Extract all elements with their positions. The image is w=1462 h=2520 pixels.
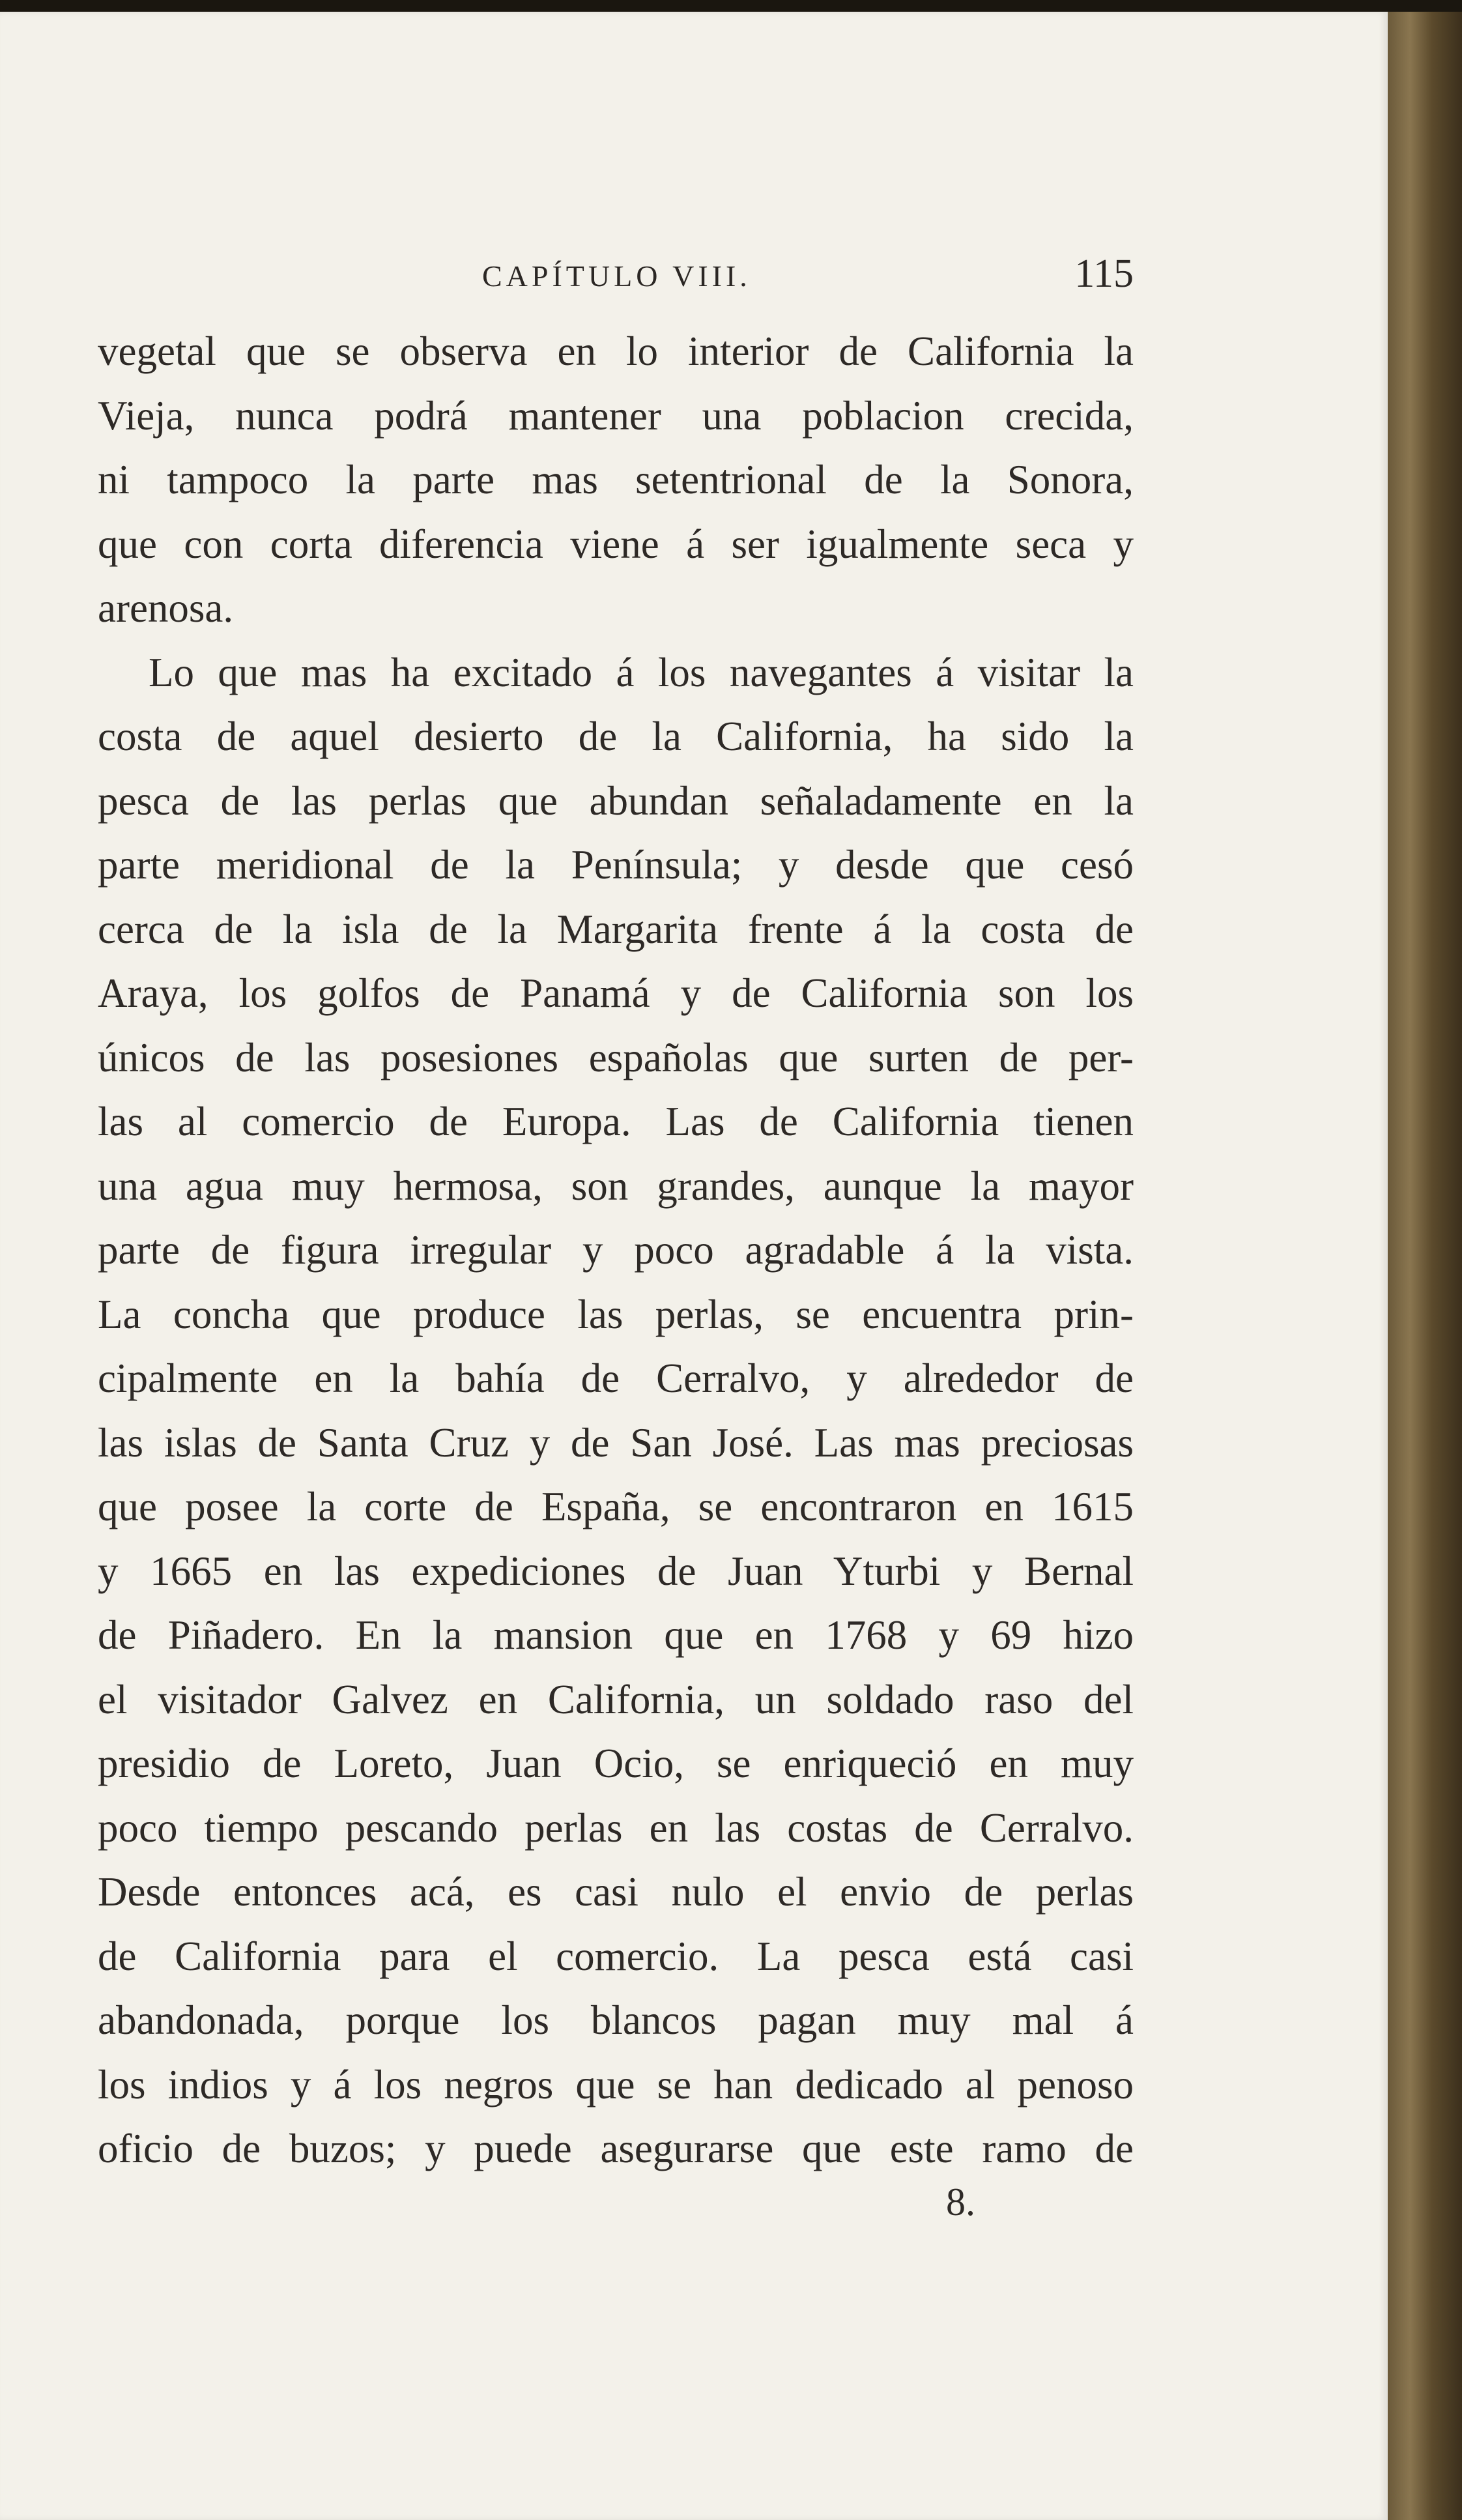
text-line: cerca de la isla de la Margarita frente á la costa de [98,906,1134,952]
text-line: de California para el comercio. La pesca está casi [98,1933,1134,1979]
text-line: abandonada, porque los blancos pagan muy mal á [98,1997,1134,2043]
text-line: Lo que mas ha excitado á los navegantes á visitar la [149,649,1134,695]
top-edge [0,0,1462,12]
text-line: los indios y á los negros que se han dedicado al penoso [98,2061,1134,2107]
page-number: 115 [1074,252,1134,296]
page-header [98,251,1134,303]
text-line: parte de figura irregular y poco agradable á la vista. [98,1227,1134,1273]
text-line: y 1665 en las expediciones de Juan Yturbi y Bernal [98,1548,1134,1594]
text-line: las al comercio de Europa. Las de California tienen [98,1099,1134,1144]
text-line: oficio de buzos; y puede asegurarse que este ramo de [98,2126,1134,2171]
text-line: que con corta diferencia viene á ser igualmente seca y [98,521,1134,567]
running-title: CAPÍTULO VIII. [482,259,751,293]
text-line: las islas de Santa Cruz y de San José. Las mas preciosas [98,1419,1134,1466]
text-line: que posee la corte de España, se encontraron en 1615 [98,1484,1134,1529]
book-binding [1388,12,1462,2520]
text-line: una agua muy hermosa, son grandes, aunque la mayor [98,1163,1134,1209]
text-line: de Piñadero. En la mansion que en 1768 y 69 hizo [98,1612,1134,1658]
text-line: La concha que produce las perlas, se encuentra prin- [98,1291,1134,1337]
text-line: poco tiempo pescando perlas en las costas de Cerralvo. [98,1804,1134,1851]
signature-mark: 8. [946,2180,975,2223]
text-line: presidio de Loreto, Juan Ocio, se enriqueció en muy [98,1741,1134,1786]
text-line: Desde entonces acá, es casi nulo el envio de perlas [98,1869,1134,1915]
text-line: Araya, los golfos de Panamá y de California son los [98,970,1134,1016]
body-text [98,319,1134,2181]
text-line: ni tampoco la parte mas setentrional de la Sonora, [98,457,1134,502]
text-line: pesca de las perlas que abundan señaladamente en la [98,777,1134,824]
text-line: arenosa. [98,585,234,631]
text-line: únicos de las posesiones españolas que surten de per- [98,1034,1134,1080]
text-line: vegetal que se observa en lo interior de California la [98,328,1134,374]
text-line: parte meridional de la Península; y desde que cesó [98,842,1134,888]
text-line: el visitador Galvez en California, un soldado raso del [98,1676,1134,1722]
text-line: Vieja, nunca podrá mantener una poblacion crecida, [98,392,1134,439]
text-line: costa de aquel desierto de la California, ha sido la [98,714,1134,759]
text-line: cipalmente en la bahía de Cerralvo, y alrededor de [98,1355,1134,1401]
